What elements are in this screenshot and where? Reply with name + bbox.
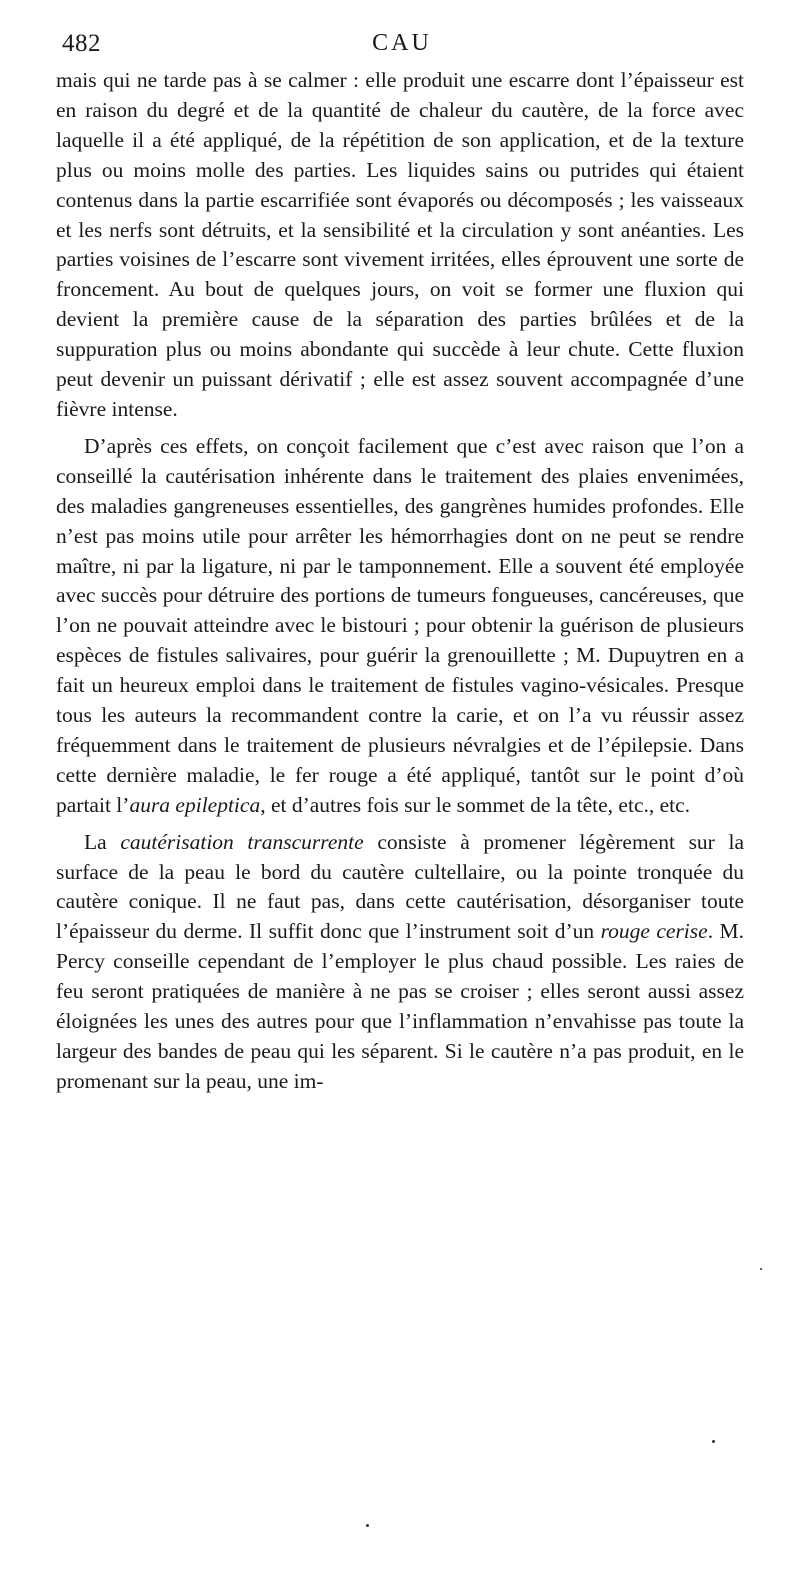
text-run: D’après ces effets, on conçoit facilement que c’est avec raison que l’on a conseillé la cautérisation inhérente dans le traitement des plaies envenimées, des maladies gangreneuses essentielles, des gangrènes humides profondes. Elle n’est pas moins utile pour arrêter les hémorrhagies dont on ne peut se rendre maître, ni par la ligature, ni par le tamponnement. Elle a souvent été employée avec succès pour détruire des portions de tumeurs fongueuses, cancéreuses, que l’on ne pouvait atteindre avec le bistouri ; pour obtenir la guérison de plusieurs espèces de fistules salivaires, pour guérir la grenouillette ; M. Dupuytren en a fait un heureux emploi dans le traitement de fistules vagino-vésicales. Presque tous les auteurs la recommandent contre la carie, et on l’a vu réussir assez fréquemment dans le traitement de plusieurs névralgies et de l’épilepsie. Dans cette dernière maladie, le fer rouge a été appliqué, tantôt sur le point d’où partait l’ xyxy=(56,433,744,817)
text-run: , et d’autres fois sur le sommet de la tête, etc., etc. xyxy=(260,792,691,817)
paragraph xyxy=(56,828,744,1097)
running-head: CAU xyxy=(372,30,432,56)
text-run: consiste à promener légèrement sur la surface de la peau le bord du cautère cultellaire, ou la pointe tronquée du cautère conique. Il ne faut pas, dans cette cautérisation, désorganiser toute l’épaisseur du derme. Il suffit donc que l’instrument soit d’un xyxy=(56,829,744,944)
text-run: . M. Percy conseille cependant de l’employer le plus chaud possible. Les raies de feu seront pratiquées de manière à ne pas se croiser ; elles seront aussi assez éloignées les unes des autres pour que l’inflammation n’envahisse pas toute la largeur des bandes de peau qui les séparent. Si le cautère n’a pas produit, en le promenant sur la peau, une im- xyxy=(56,919,744,1093)
paragraph xyxy=(56,66,744,425)
text-run: mais qui ne tarde pas à se calmer : elle produit une escarre dont l’épaisseur est en raison du degré et de la quantité de chaleur du cautère, de la force avec laquelle il a été appliqué, de la répétition de son application, et de la texture plus ou moins molle des parties. Les liquides sains ou putrides qui étaient contenus dans la partie escarrifiée sont évaporés ou décomposés ; les vaisseaux et les nerfs sont détruits, et la sensibilité et la circulation y sont anéanties. Les parties voisines de l’escarre sont vivement irritées, elles éprouvent une sorte de froncement. Au bout de quelques jours, on voit se former une fluxion qui devient la première cause de la séparation des parties brûlées et de la suppuration plus ou moins abondante qui succède à leur chute. Cette fluxion peut devenir un puissant dérivatif ; elle est assez souvent accompagnée d’une fièvre intense. xyxy=(56,68,744,421)
text-run: La xyxy=(84,829,121,854)
page-header xyxy=(62,30,742,64)
ink-speck-icon xyxy=(712,1440,715,1443)
italic-run: cautérisation transcurrente xyxy=(120,829,364,854)
body-text xyxy=(56,66,744,1097)
italic-run: aura epileptica xyxy=(129,792,261,817)
italic-run: rouge cerise xyxy=(600,919,708,944)
ink-speck-icon xyxy=(366,1524,369,1527)
page-number: 482 xyxy=(62,30,101,57)
paragraph xyxy=(56,432,744,821)
ink-speck-icon xyxy=(760,1268,762,1270)
